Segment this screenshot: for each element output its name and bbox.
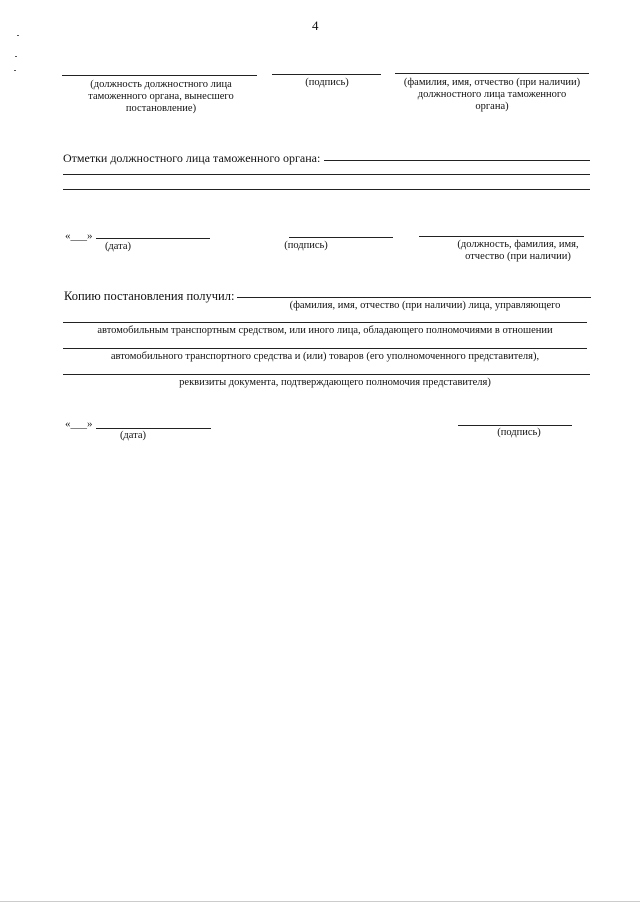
mid-signature-caption: (подпись): [284, 240, 328, 251]
copy-caption-line-3: автомобильного транспортного средства и (или) товаров (его уполномоченного представителя),: [110, 351, 540, 362]
mid-date-line: [96, 238, 210, 239]
bottom-date-line: [96, 428, 211, 429]
official-signature-line: [272, 74, 381, 75]
copy-recipient-line-1: [237, 297, 591, 298]
marks-line-1: [324, 160, 590, 161]
copy-recipient-line-2: [63, 322, 587, 323]
official-position-caption: (должность должностного лица таможенного органа, вынесшего постановление): [88, 79, 234, 114]
mid-signature-line: [289, 237, 393, 238]
bottom-date-quote: «___»: [65, 418, 93, 430]
bottom-signature-caption: (подпись): [497, 427, 541, 438]
official-position-line: [62, 75, 257, 76]
copy-recipient-line-3: [63, 348, 587, 349]
page-bottom-edge: [0, 901, 640, 905]
copy-recipient-line-4: [63, 374, 590, 375]
mid-position-line: [419, 236, 584, 237]
marks-line-2: [63, 174, 590, 175]
marks-line-3: [63, 189, 590, 190]
mid-date-caption: (дата): [104, 241, 132, 252]
copy-caption-line-4: реквизиты документа, подтверждающего полномочия представителя): [179, 377, 491, 388]
marks-label: Отметки должностного лица таможенного органа:: [63, 151, 321, 165]
scan-speck: [14, 70, 16, 71]
bottom-date-caption: (дата): [119, 430, 147, 441]
copy-received-label: Копию постановления получил:: [64, 289, 235, 303]
mid-position-caption: (должность, фамилия, имя, отчество (при наличии): [457, 239, 579, 262]
official-name-caption: (фамилия, имя, отчество (при наличии) должностного лица таможенного органа): [403, 77, 581, 112]
bottom-signature-line: [458, 425, 572, 426]
scan-speck: [17, 35, 19, 36]
official-name-line: [395, 73, 589, 74]
page-number: 4: [312, 18, 319, 33]
copy-caption-line-1: (фамилия, имя, отчество (при наличии) лица, управляющего: [289, 300, 561, 311]
copy-caption-line-2: автомобильным транспортным средством, или иного лица, обладающего полномочиями в отношении: [97, 325, 553, 336]
official-signature-caption: (подпись): [305, 77, 349, 88]
scan-speck: [15, 56, 17, 57]
mid-date-quote: «___»: [65, 230, 93, 242]
